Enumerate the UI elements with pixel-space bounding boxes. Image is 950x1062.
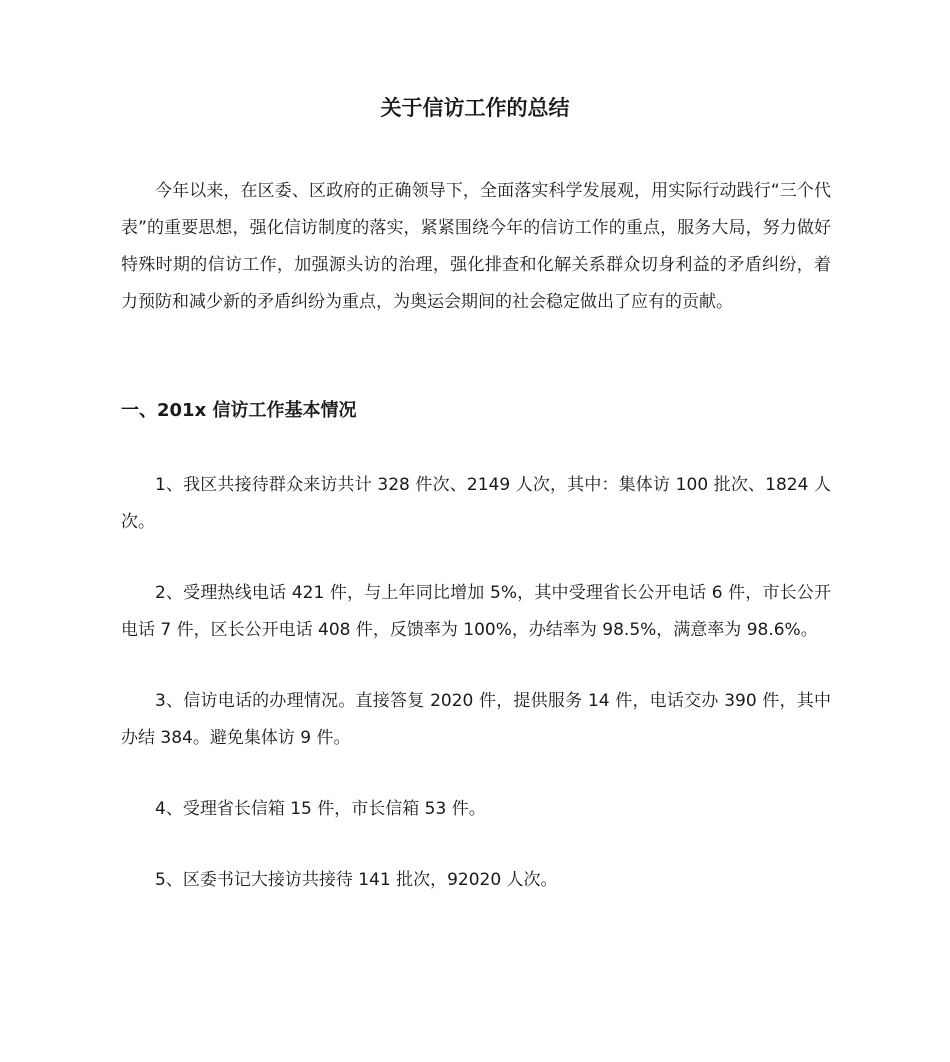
list-item: 5、区委书记大接访共接待 141 批次，92020 人次。 [155,870,558,890]
list-item: 1、我区共接待群众来访共计 328 件次、2149 人次，其中：集体访 100 批次、1824 人次。 [121,475,831,532]
list-item: 3、信访电话的办理情况。直接答复 2020 件，提供服务 14 件，电话交办 390 件，其中办结 384。避免集体访 9 件。 [121,691,831,748]
document-title: 关于信访工作的总结 [380,96,570,120]
section-heading: 一、201x 信访工作基本情况 [121,400,357,421]
list-item: 2、受理热线电话 421 件，与上年同比增加 5%，其中受理省长公开电话 6 件，市长公开电话 7 件，区长公开电话 408 件，反馈率为 100%，办结率为 98.5%，满意率为 98.6%。 [121,583,831,640]
list-item: 4、受理省长信箱 15 件，市长信箱 53 件。 [155,799,486,819]
intro-paragraph: 今年以来，在区委、区政府的正确领导下，全面落实科学发展观，用实际行动践行“三个代表”的重要思想，强化信访制度的落实，紧紧围绕今年的信访工作的重点，服务大局，努力做好特殊时期的信访工作，加强源头访的治理，强化排查和化解关系群众切身利益的矛盾纠纷，着力预防和减少新的矛盾纠纷为重点，为奥运会期间的社会稳定做出了应有的贡献。 [121,181,831,312]
